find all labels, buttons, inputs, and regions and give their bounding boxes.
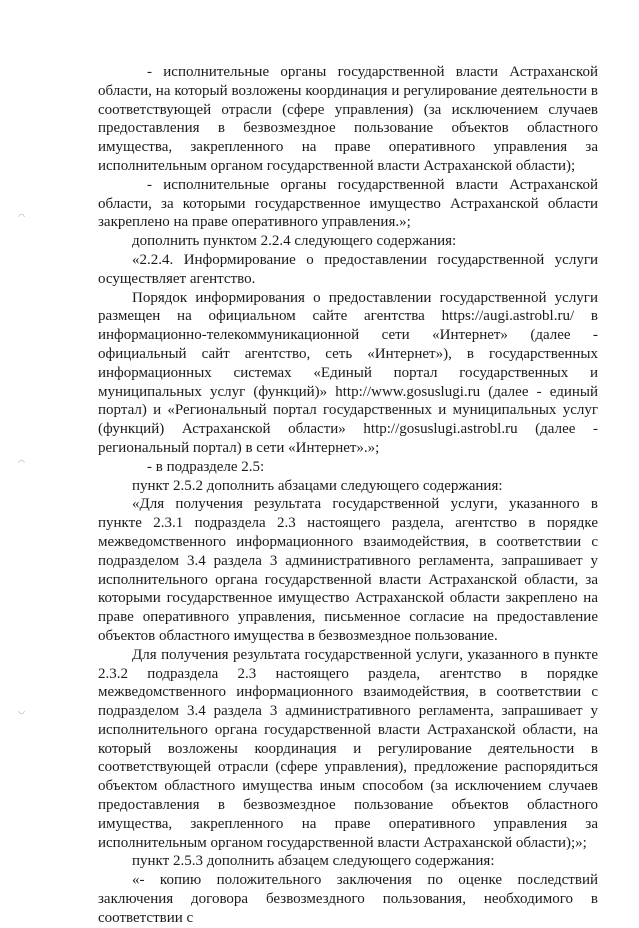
paragraph-result-2-3-1: «Для получения результата государственной услуги, указанного в пункте 2.3.1 подраздела 2.3 настоящего раздела, агентство в порядке межведомственного информационного взаимодействия, в соответствии с подразделом 3.4 раздела 3 административного регламента, запрашивает у исполнительного органа государственной власти Астраханской области, за которыми государственное имущество Астраханской области закреплено на праве оперативного управления, письменное согласие на предоставление объектов областного имущества в безвозмездное пользование. <box>98 496 598 644</box>
paragraph-executive-bodies-2: - исполнительные органы государственной власти Астраханской области, за которыми государственное имущество Астраханской области закреплено на праве оперативного управления.»; <box>98 176 598 231</box>
paragraph-add-point-2-2-4: дополнить пунктом 2.2.4 следующего содержания: <box>132 233 457 250</box>
paragraph-subsection-2-5: - в подразделе 2.5: <box>147 458 265 475</box>
paragraph-copy-conclusion: «- копию положительного заключения по оценке последствий заключения договора безвозмездного пользования, необходимого в соответствии с <box>98 872 598 926</box>
document-body <box>98 63 598 928</box>
scan-mark: ◡ <box>18 706 25 715</box>
paragraph-information-order: Порядок информирования о предоставлении государственной услуги размещен на официальном сайте агентства https://augi.astrobl.ru/ в информационно-телекоммуникационной сети «Интернет» (далее - официальный сайт агентство, сеть «Интернет»), в государственных информационных системах «Единый портал государственных и муниципальных услуг (функций)» http://www.gosuslugi.ru (далее - единый портал) и «Региональный портал государственных и муниципальных услуг (функций) Астраханской области» http://gosuslugi.astrobl.ru (далее - региональный портал) в сети «Интернет».»; <box>98 289 598 456</box>
scan-mark: ◠ <box>18 458 25 467</box>
paragraph-2-2-4: «2.2.4. Информирование о предоставлении государственной услуги осуществляет агентство. <box>98 251 598 287</box>
paragraph-result-2-3-2: Для получения результата государственной услуги, указанного в пункте 2.3.2 подраздела 2.3 настоящего раздела, агентство в порядке межведомственного информационного взаимодействия, в соответствии с подразделом 3.4 раздела 3 административного регламента, запрашивает у исполнительного органа государственной власти Астраханской области, на который возложены координация и регулирование деятельности в соответствующей отрасли (сфере управления), предложение распорядиться объектом областного имущества иным способом (за исключением случаев предоставления в безвозмездное пользование объектов областного имущества, закрепленного на праве оперативного управления за исполнительным органом государственной власти Астраханской области);»; <box>98 646 598 851</box>
paragraph-executive-bodies-1: - исполнительные органы государственной власти Астраханской области, на который возложены координация и регулирование деятельности в соответствующей отрасли (сфере управления) (за исключением случаев предоставления в безвозмездное пользование объектов областного имущества, закрепленного на праве оперативного управления за исполнительным органом государственной власти Астраханской области); <box>98 64 598 174</box>
paragraph-point-2-5-3: пункт 2.5.3 дополнить абзацем следующего содержания: <box>132 853 495 870</box>
paragraph-point-2-5-2: пункт 2.5.2 дополнить абзацами следующего содержания: <box>132 477 503 494</box>
scan-mark: ◠ <box>18 212 25 221</box>
